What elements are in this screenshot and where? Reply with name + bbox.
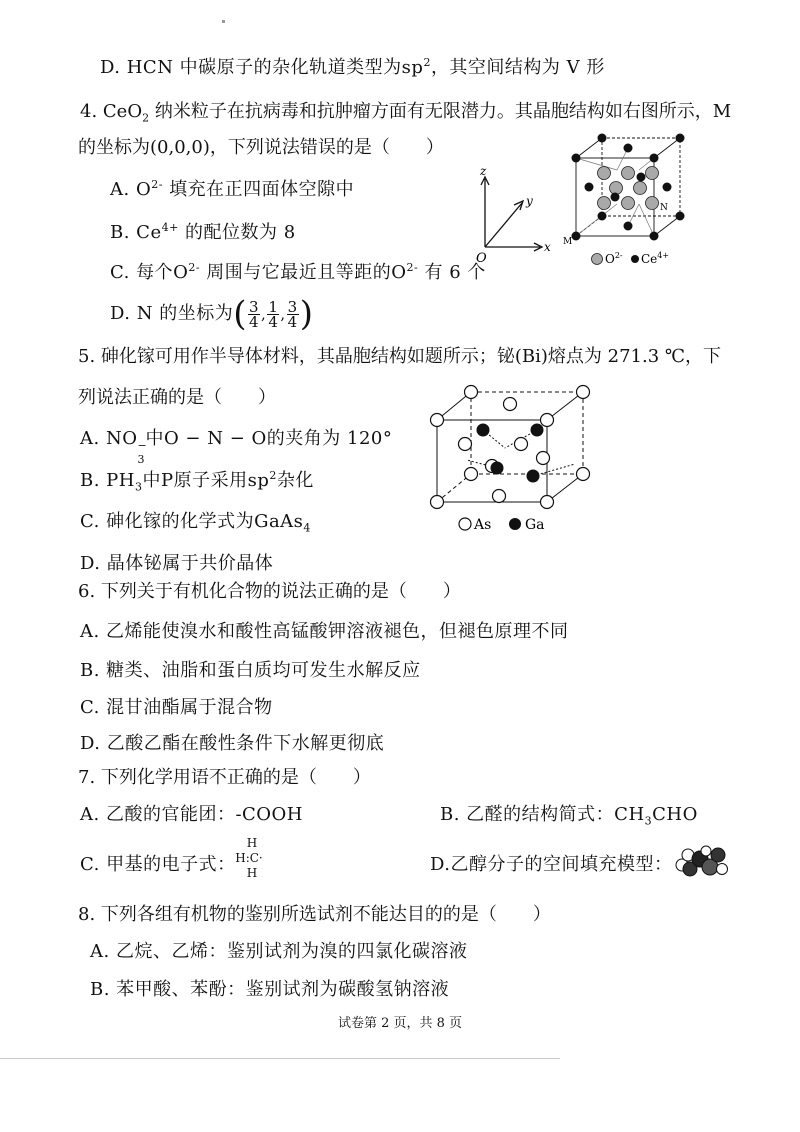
o2-ions (598, 167, 659, 210)
ceo2-unit-cell-figure (560, 128, 690, 278)
q7-option-d: D.乙醇分子的空间填充模型： (430, 854, 673, 875)
footer-rule (0, 1058, 560, 1059)
axis-y-label: y (526, 194, 533, 208)
q6-stem: 6. 下列关于有机化合物的说法正确的是（ ） (78, 581, 461, 602)
legend-ga-label: Ga (525, 517, 545, 533)
page-footer: 试卷第 2 页，共 8 页 (337, 1016, 463, 1031)
legend-as-marker (459, 518, 471, 530)
q7-option-c: C. 甲基的电子式： (80, 854, 236, 875)
q6-option-d: D. 乙酸乙酯在酸性条件下水解更彻底 (80, 733, 385, 754)
legend-ce4-marker (631, 255, 639, 263)
origin-label: O (476, 251, 487, 265)
gaas-unit-cell-figure (425, 380, 600, 540)
label-m: M (563, 237, 573, 247)
axis-x-label: x (544, 240, 551, 254)
q4-coordinate-axes (470, 165, 565, 265)
q7-option-b: B. 乙醛的结构简式：$CH_3CHO$ (440, 804, 698, 828)
q5-option-b: B. $PH_3$中P原子采用$sp^2$杂化 (80, 469, 314, 494)
q4-stem-line1: 4. CeO$_2$ 纳米粒子在抗病毒和抗肿瘤方面有无限潜力。其晶胞结构如右图所示，M (80, 101, 732, 125)
q4-stem-line2: 的坐标为(0,0,0)，下列说法错误的是（ ） (78, 137, 444, 158)
scan-speck (222, 20, 225, 23)
q4-option-c: C. 每个$O^{2-}$ 周围与它最近且等距的$O^{2-}$ 有 6 个 (110, 261, 486, 283)
q5-option-a: A. NO − 3 中O − N − O的夹角为 120° (80, 428, 393, 466)
q5-option-d: D. 晶体铋属于共价晶体 (80, 553, 274, 574)
label-n: N (660, 203, 668, 213)
q4-option-b: B. $Ce^{4+}$ 的配位数为 8 (110, 221, 296, 243)
q6-option-c: C. 混甘油酯属于混合物 (80, 697, 273, 718)
legend-as-label: As (474, 517, 492, 533)
legend-ce4-label: $Ce^{4+}$ (641, 251, 670, 266)
q7-option-a: A. 乙酸的官能团：-COOH (80, 804, 304, 825)
legend-ga-marker (509, 518, 521, 530)
q4-option-d: D. N 的坐标为 ( 3 4 , 1 4 , 3 4 ) (110, 294, 314, 334)
legend-o2-label: $O^{2-}$ (605, 251, 623, 266)
q7-stem: 7. 下列化学用语不正确的是（ ） (78, 767, 371, 788)
q6-option-a: A. 乙烯能使溴水和酸性高锰酸钾溶液褪色，但褪色原理不同 (80, 621, 569, 642)
ce4-ions (572, 134, 685, 241)
coordinate-fraction-tuple: ( 3 4 , 1 4 , 3 4 ) (233, 294, 314, 334)
q8-option-b: B. 苯甲酸、苯酚：鉴别试剂为碳酸氢钠溶液 (90, 979, 450, 1000)
q5-option-c: C. 砷化镓的化学式为GaAs$_4$ (80, 511, 311, 535)
q3-option-d: D. HCN 中碳原子的杂化轨道类型为$sp^2$，其空间结构为 V 形 (100, 56, 605, 78)
q5-stem-line2: 列说法正确的是（ ） (78, 387, 276, 408)
axis-z-label: z (480, 165, 487, 178)
legend-o2-marker (592, 254, 603, 265)
methyl-electron-formula: H H:C· H (235, 836, 263, 880)
q5-stem-line1: 5. 砷化镓可用作半导体材料，其晶胞结构如题所示；铋(Bi)熔点为 271.3 ℃，下 (78, 346, 722, 367)
q8-stem: 8. 下列各组有机物的鉴别所选试剂不能达目的的是（ ） (78, 904, 551, 925)
q8-option-a: A. 乙烷、乙烯：鉴别试剂为溴的四氯化碳溶液 (90, 941, 468, 962)
q4-option-a: A. $O^{2-}$ 填充在正四面体空隙中 (110, 178, 355, 200)
ethanol-space-filling-model (672, 843, 730, 879)
q6-option-b: B. 糖类、油脂和蛋白质均可发生水解反应 (80, 660, 421, 681)
as-atoms (431, 386, 590, 509)
